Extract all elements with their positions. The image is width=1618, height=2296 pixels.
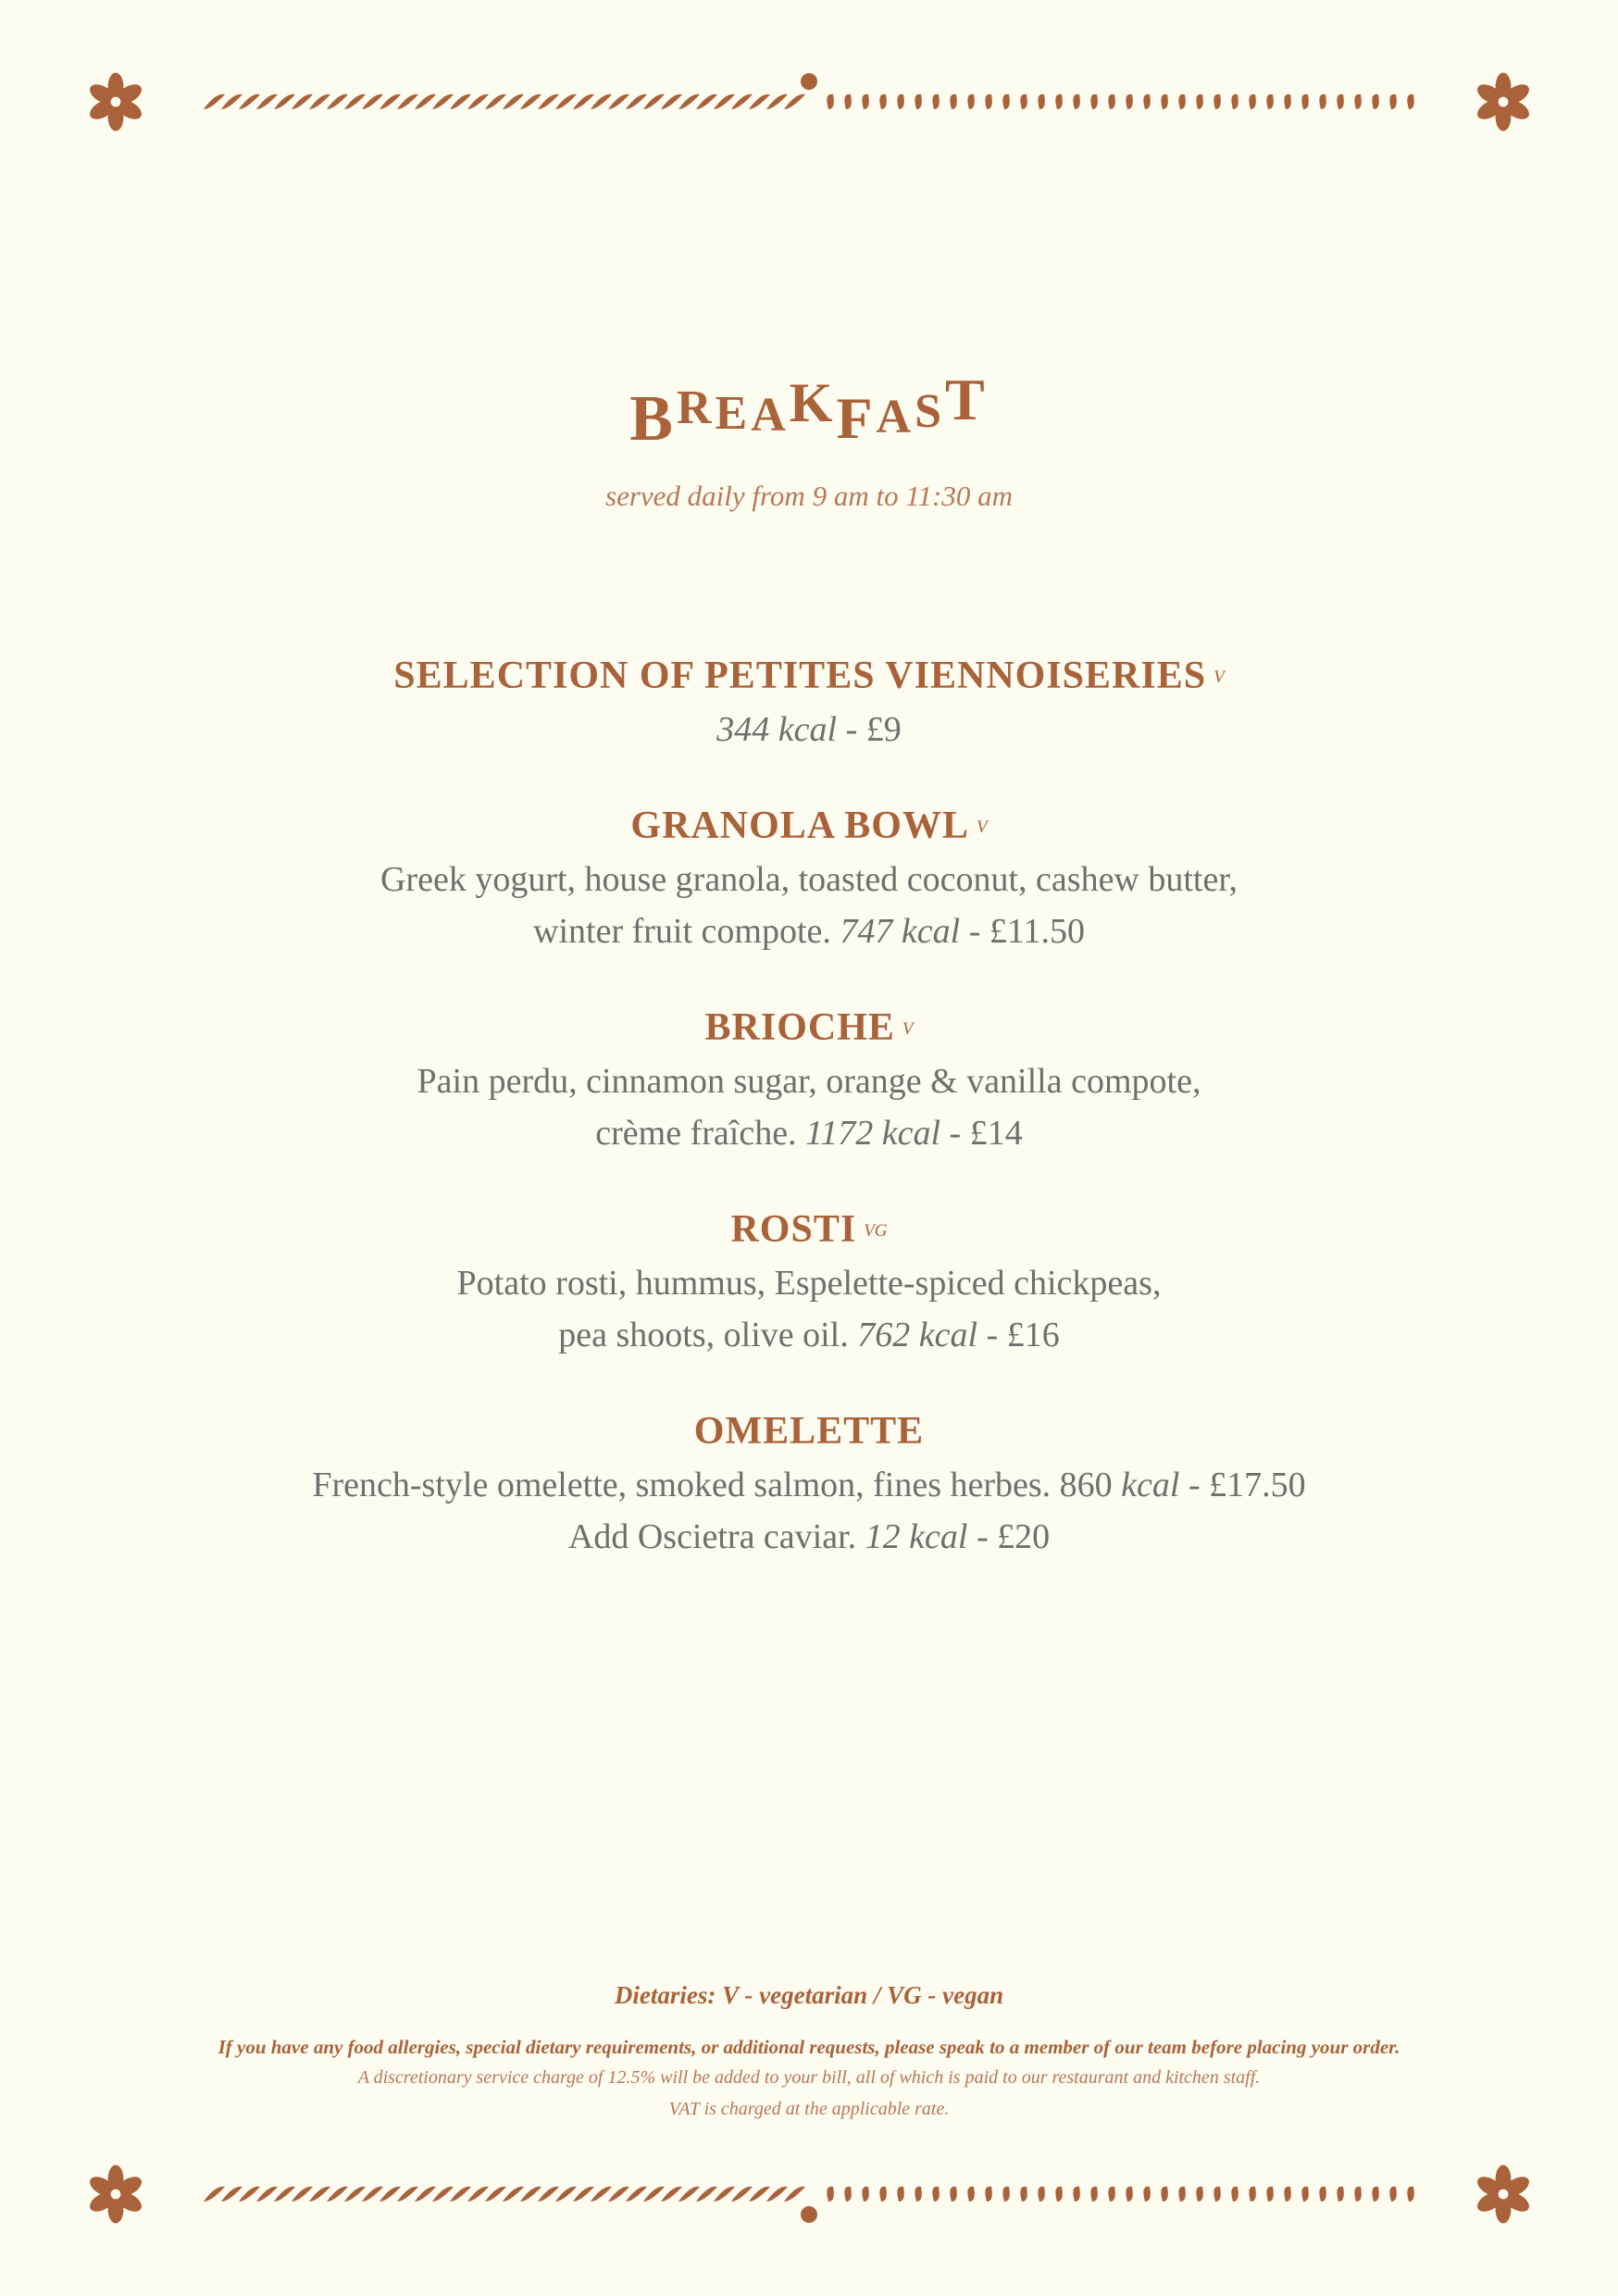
title-letter: B [629,383,677,455]
menu-item [0,1404,1618,1563]
page-title [0,367,1618,459]
menu-item [0,798,1618,957]
menu-item [0,648,1618,755]
item-name: SELECTION OF PETITES VIENNOISERIES $^V$ [393,655,1225,697]
item-desc: Pain perdu, cinnamon sugar, orange & vanilla compote, crème fraîche. 1172 kcal - £14 [417,1062,1201,1153]
page-subtitle: served daily from 9 am to 11:30 am [605,480,1013,512]
dietaries-note: Dietaries: V - vegetarian / VG - vegan [614,1981,1004,2009]
title-letter: A [876,391,915,443]
menu-item [0,1202,1618,1361]
top-ornament [0,65,1618,139]
vat-note: VAT is charged at the applicable rate. [668,2099,950,2119]
title-letter: F [836,385,877,451]
dietary-tag: V [1214,668,1225,687]
title-letter: A [751,389,790,442]
item-desc: French-style omelette, smoked salmon, fines herbes. 860 kcal - £17.50 Add Oscietra caviar. 12 kcal - £20 [312,1466,1306,1556]
item-name: ROSTI $^{VG}$ [730,1208,888,1251]
title-letter: S [915,385,946,438]
title-letter: R [676,381,716,434]
item-name: OMELETTE [693,1410,925,1453]
item-desc: 344 kcal - £9 [716,710,902,749]
item-name: GRANOLA BOWL $^V$ [630,805,988,847]
dietary-tag: V [902,1019,914,1039]
menu-list [0,648,1618,1605]
title-letter: T [945,367,989,432]
item-desc: Potato rosti, hummus, Espelette-spiced chickpeas, pea shoots, olive oil. 762 kcal - £16 [456,1264,1162,1354]
dietary-tag: V [976,817,988,837]
bottom-ornament [0,2157,1618,2231]
dietary-tag: VG [864,1221,888,1241]
menu-item [0,1000,1618,1159]
allergy-note: If you have any food allergies, special dietary requirements, or additional requests, please speak to a member of our team before placing your order. [218,2036,1400,2058]
footer [0,1981,1618,2125]
item-name: BRIOCHE $^V$ [704,1006,914,1049]
service-charge-note: A discretionary service charge of 12.5% will be added to your bill, all of which is paid to our restaurant and kitchen staff. [357,2067,1261,2088]
title-block [0,367,1618,513]
title-letter: E [715,387,752,440]
item-desc: Greek yogurt, house granola, toasted coconut, cashew butter, winter fruit compote. 747 kcal - £11.50 [380,860,1238,951]
title-letter: K [789,372,837,433]
